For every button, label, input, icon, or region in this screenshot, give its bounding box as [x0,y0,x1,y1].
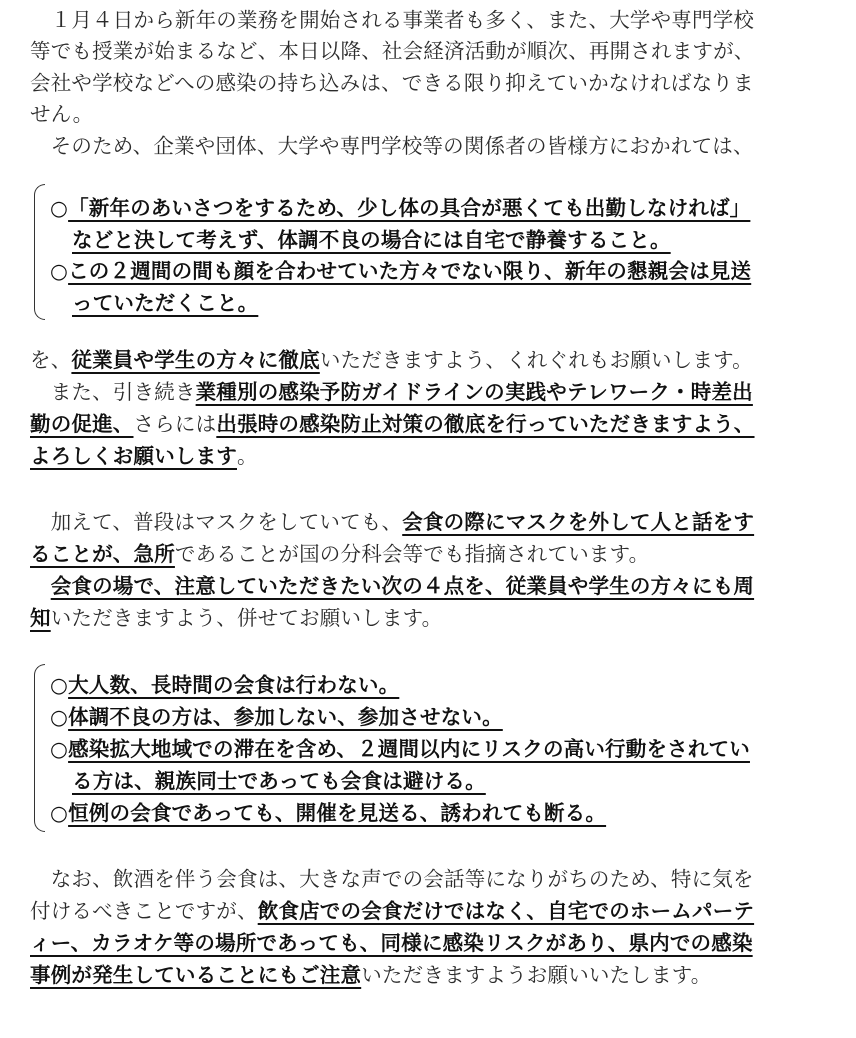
para2-line-3 [30,409,755,439]
para4-text: 付けるべきことですが、 [30,899,258,923]
request-item [50,256,751,286]
para1-line-1 [30,5,754,35]
para2-emphasis: よろしくお願いします [30,444,237,468]
para3-emphasis: 会食の場で、注意していただきたい次の４点を、従業員や学生の方々にも周 [50,574,755,598]
para2-text: 。 [237,444,258,468]
bullet-marker: ○ [50,737,69,761]
para2-text: いただきますよう、くれぐれもお願いします。 [319,348,753,372]
para1-line-1-text: １月４日から新年の業務を開始される事業者も多く、また、大学や専門学校 [50,8,755,32]
para2-emphasis: 勤の促進、 [30,412,134,436]
para1-line-5-text: そのため、企業や団体、大学や専門学校等の関係者の皆様方におかれては、 [50,134,754,158]
request-item-continuation [72,225,671,255]
point-item [50,798,606,828]
bullet-marker: ○ [50,259,69,283]
para3-text: いただきますよう、併せてお願いします。 [50,606,443,630]
point-3-line-b: る方は、親族同士であっても会食は避ける。 [72,769,486,793]
para4-line-2 [30,896,754,926]
para3-text: 加えて、普段はマスクをしていても、 [50,510,403,534]
point-3-line-a: 感染拡大地域での滞在を含め、２週間以内にリスクの高い行動をされてい [68,737,750,761]
point-item-continuation [72,766,486,796]
para3-line-4 [30,603,442,633]
para2-emphasis: 出張時の感染防止対策の徹底を行っていただきますよう、 [216,412,755,436]
para4-text: なお、飲酒を伴う会食は、大きな声での会話等になりがちのため、特に気を [50,867,754,891]
para4-text: いただきますようお願いいたします。 [361,963,712,987]
para1-line-4: せん。 [30,102,94,126]
request-2-line-b: っていただくこと。 [72,291,259,315]
para3-line-3 [30,571,754,601]
para2-line-4 [30,441,258,471]
request-2-line-a: この２週間の間も顔を合わせていた方々でない限り、新年の懇親会は見送 [68,259,752,283]
point-1-text: 大人数、長時間の会食は行わない。 [68,673,400,697]
para2-text: さらには [133,412,217,436]
para2-line-1 [30,345,753,375]
bullet-marker: ○ [50,705,69,729]
bullet-marker: ○ [50,196,69,220]
para4-line-3 [30,928,753,958]
para2-emphasis: 従業員や学生の方々に徹底 [71,348,320,372]
para2-text: また、引き続き [50,380,196,404]
request-item-continuation [72,288,258,318]
para3-text: であることが国の分科会等でも指摘されています。 [174,542,650,566]
para1-line-5 [30,131,754,161]
para4-line-1 [30,864,754,894]
para4-emphasis: 飲食店での会食だけではなく、自宅でのホームパーテ [257,899,755,923]
para2-text: を、 [30,348,72,372]
para3-emphasis: 知 [30,606,51,630]
para1-line-3: 会社や学校などへの感染の持ち込みは、できる限り抑えていかなければなりま [30,71,754,95]
para4-line-4 [30,960,711,990]
para4-emphasis: 事例が発生していることにもご注意 [30,963,362,987]
point-item [50,734,750,764]
left-bracket [34,184,45,320]
request-item [50,193,750,223]
point-item [50,670,399,700]
para3-line-1 [30,507,754,537]
para1-line-2: 等でも授業が始まるなど、本日以降、社会経済活動が順次、再開されますが、 [30,39,755,63]
request-1-line-a: 「新年のあいさつをするため、少し体の具合が悪くても出勤しなければ」 [68,196,751,220]
para3-line-2 [30,539,649,569]
bullet-marker: ○ [50,673,69,697]
point-2-text: 体調不良の方は、参加しない、参加させない。 [68,705,503,729]
para3-emphasis: ることが、急所 [30,542,175,566]
para2-line-2 [30,377,753,407]
para3-emphasis: 会食の際にマスクを外して人と話をす [402,510,755,534]
point-item [50,702,503,732]
para2-emphasis: 業種別の感染予防ガイドラインの実践やテレワーク・時差出 [195,380,753,404]
bullet-marker: ○ [50,801,69,825]
para4-emphasis: ィー、カラオケ等の場所であっても、同様に感染リスクがあり、県内での感染 [30,931,753,955]
point-4-text: 恒例の会食であっても、開催を見送る、誘われても断る。 [68,801,607,825]
request-1-line-b: などと決して考えず、体調不良の場合には自宅で静養すること。 [72,228,671,252]
left-bracket [34,664,45,832]
